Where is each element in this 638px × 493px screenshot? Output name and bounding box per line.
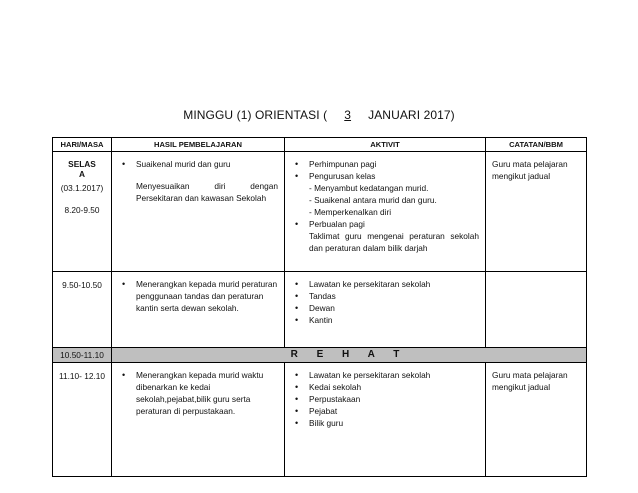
page-title: [0, 108, 638, 122]
activity-paragraph: Taklimat guru mengenai peraturan sekolah dan peraturan dalam bilik darjah: [309, 231, 479, 253]
sub-item: - Suaikenal antara murid dan guru.: [309, 195, 437, 205]
list-item: • Menerangkan kepada murid peraturan penggunaan tandas dan peraturan kantin serta dewan sekolah.: [118, 278, 278, 314]
header-hari-masa: HARI/MASA: [53, 138, 112, 152]
title-suffix: JANUARI 2017): [368, 108, 455, 122]
list-item: • Kantin: [291, 314, 479, 326]
activity-cell: [285, 152, 486, 272]
time-label: 8.20-9.50: [64, 205, 100, 215]
list-item: • Lawatan ke persekitaran sekolah: [291, 278, 479, 290]
sub-item: - Menyambut kedatangan murid.: [309, 183, 429, 193]
notes-cell: Guru mata pelajaran mengikut jadual: [486, 363, 587, 477]
day-label-continued: A: [79, 169, 85, 179]
list-item: • Pejabat: [291, 405, 479, 417]
title-prefix: MINGGU (1) ORIENTASI (: [183, 108, 328, 122]
list-item: • Suaikenal murid dan guru: [118, 158, 278, 170]
orientation-schedule-table: [52, 137, 587, 477]
list-item: • Lawatan ke persekitaran sekolah: [291, 369, 479, 381]
list-item: • Menerangkan kepada murid waktu dibenarkan ke kedai sekolah,pejabat,bilik guru serta peraturan di perpustakaan.: [118, 369, 278, 417]
activity-cell: [285, 363, 486, 477]
list-item: • Perpustakaan: [291, 393, 479, 405]
list-item: • Kedai sekolah: [291, 381, 479, 393]
list-item: • Perbualan pagi: [291, 218, 479, 230]
notes-cell: [486, 272, 587, 348]
date-label: (03.1.2017): [60, 183, 104, 193]
learning-outcome-cell: [112, 152, 285, 272]
sub-item: - Memperkenalkan diri: [309, 207, 392, 217]
learning-outcome-paragraph: Menyesuaikan diri dengan Persekitaran dan kawasan Sekolah: [136, 181, 278, 203]
day-label: SELAS: [68, 159, 96, 169]
header-aktivit: AKTIVIT: [285, 138, 486, 152]
list-item: • Tandas: [291, 290, 479, 302]
learning-outcome-cell: [112, 272, 285, 348]
notes-cell: Guru mata pelajaran mengikut jadual: [486, 152, 587, 272]
break-time-cell: 10.50-11.10: [53, 348, 112, 363]
learning-outcome-cell: [112, 363, 285, 477]
header-catatan-bbm: CATATAN/BBM: [486, 138, 587, 152]
table-row: [53, 272, 587, 348]
title-date-blank: 3: [344, 108, 352, 122]
header-hasil-pembelajaran: HASIL PEMBELAJARAN: [112, 138, 285, 152]
activity-cell: [285, 272, 486, 348]
break-row: [53, 348, 587, 363]
list-item: • Perhimpunan pagi: [291, 158, 479, 170]
list-item: • Pengurusan kelas: [291, 170, 479, 182]
list-item: • Dewan: [291, 302, 479, 314]
table-row: [53, 363, 587, 477]
header-row: [53, 138, 587, 152]
break-label: R E H A T: [112, 348, 587, 363]
list-item: • Bilik guru: [291, 417, 479, 429]
table-row: [53, 152, 587, 272]
time-cell: [53, 152, 112, 272]
time-cell: 11.10- 12.10: [53, 363, 112, 477]
time-cell: 9.50-10.50: [53, 272, 112, 348]
